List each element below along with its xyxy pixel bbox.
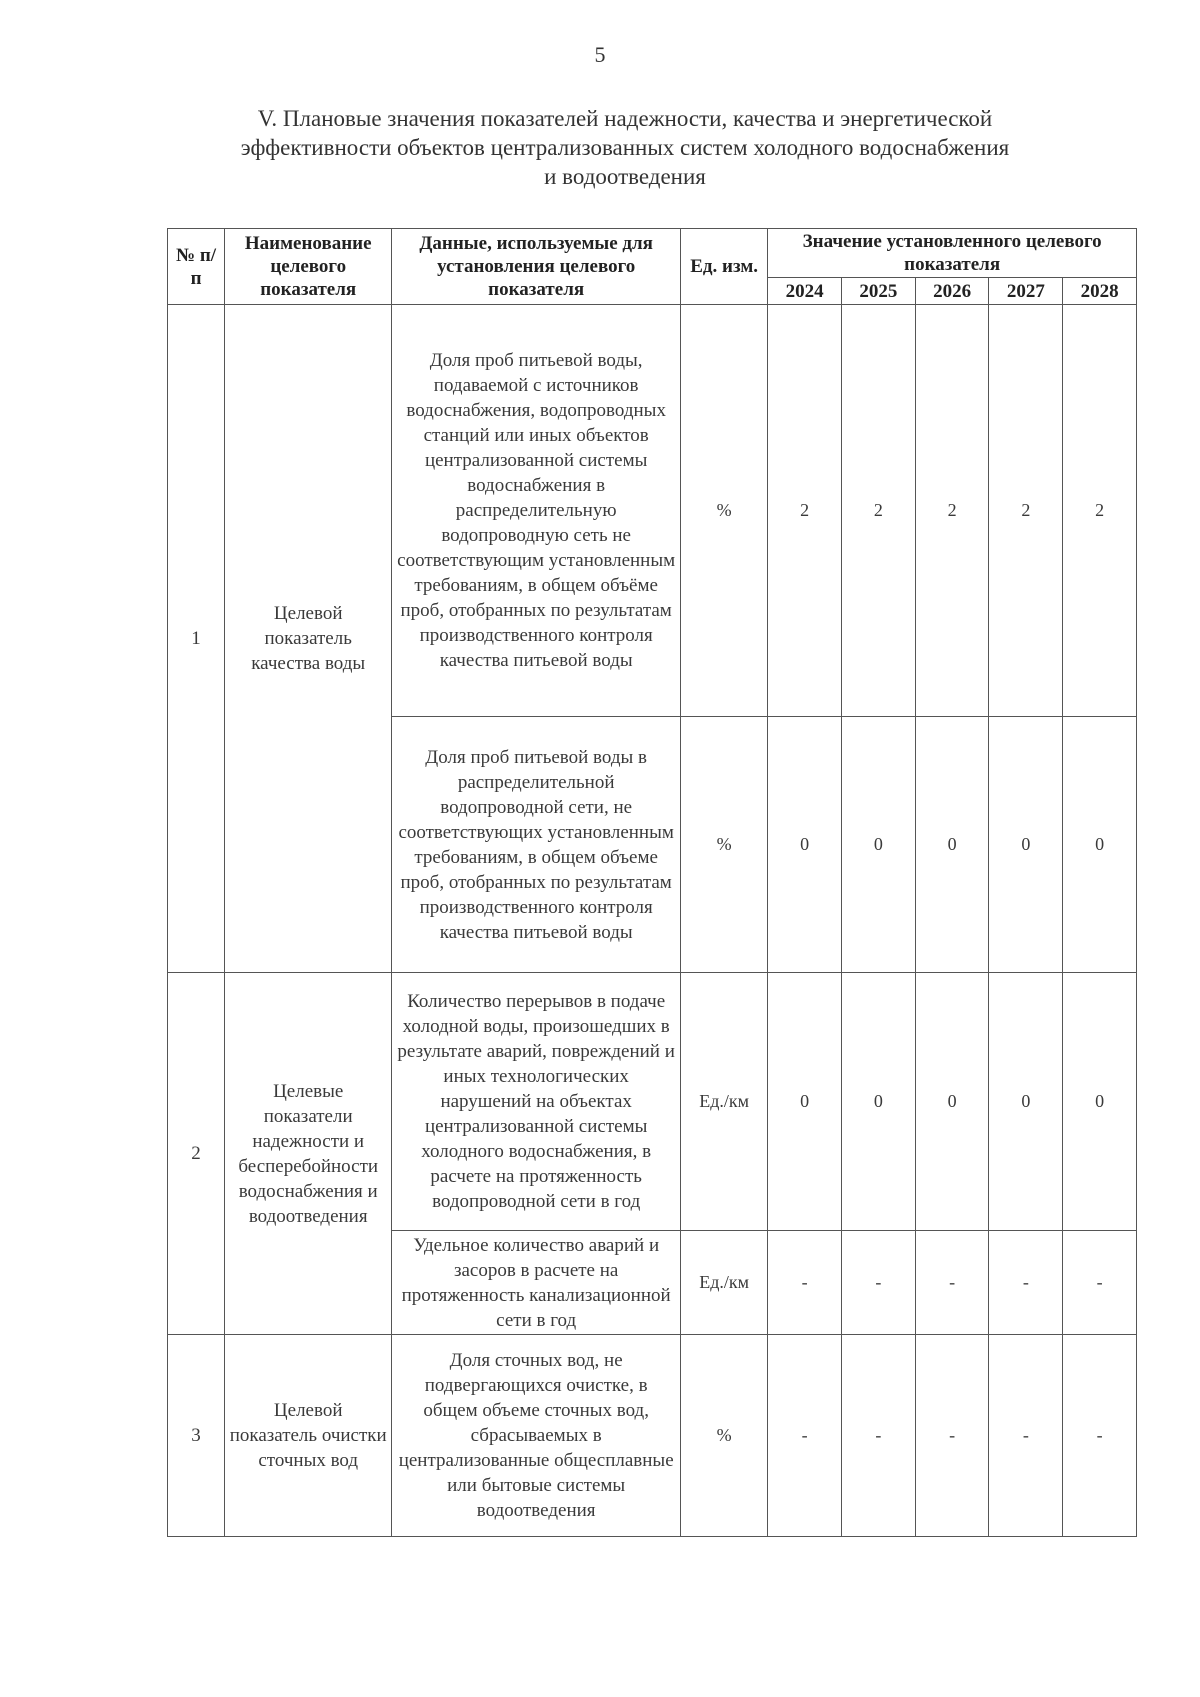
heading-line-3: и водоотведения	[544, 164, 706, 189]
unit-cell: %	[681, 1335, 768, 1537]
row-number: 1	[168, 305, 225, 973]
header-source-data: Данные, используемые для установления целевого показателя	[392, 229, 681, 305]
source-data-cell: Количество перерывов в подаче холодной воды, произошедших в результате аварий, повреждений и иных технологических нарушений на объектах централизованной системы холодного водоснабжения, в расчете на протяженность водопроводной сети в год	[392, 973, 681, 1231]
header-value-group: Значение установленного целевого показателя	[768, 229, 1137, 278]
unit-cell: Ед./км	[681, 1231, 768, 1335]
unit-cell: Ед./км	[681, 973, 768, 1231]
value-cell: -	[1063, 1231, 1137, 1335]
value-cell: -	[989, 1335, 1063, 1537]
heading-line-2: эффективности объектов централизованных систем холодного водоснабжения	[240, 135, 1010, 160]
source-data-cell: Доля сточных вод, не подвергающихся очистке, в общем объеме сточных вод, сбрасываемых в централизованные общесплавные или бытовые системы водоотведения	[392, 1335, 681, 1537]
value-cell: -	[841, 1231, 915, 1335]
value-cell: 0	[841, 973, 915, 1231]
table-row	[168, 973, 1137, 1231]
heading-line-1: V. Плановые значения показателей надежности, качества и энергетической	[257, 106, 993, 131]
source-data-cell: Удельное количество аварий и засоров в расчете на протяженность канализационной сети в год	[392, 1231, 681, 1335]
header-year: 2028	[1063, 278, 1137, 305]
section-heading	[160, 104, 1090, 191]
value-cell: 2	[1063, 305, 1137, 717]
header-year: 2026	[915, 278, 989, 305]
source-data-cell: Доля проб питьевой воды в распределительной водопроводной сети, не соответствующих установленным требованиям, в общем объеме проб, отобранных по результатам производственного контроля качества питьевой воды	[392, 717, 681, 973]
value-cell: -	[915, 1231, 989, 1335]
value-cell: 0	[915, 717, 989, 973]
indicator-name: Целевой показатель качества воды	[225, 305, 392, 973]
source-data-cell: Доля проб питьевой воды, подаваемой с источников водоснабжения, водопроводных станций или иных объектов централизованной системы водоснабжения в распределительную водопроводную сеть не соответствующим установленным требованиям, в общем объёме проб, отобранных по результатам производственного контроля качества питьевой воды	[392, 305, 681, 717]
row-number: 2	[168, 973, 225, 1335]
header-indicator-name: Наименование целевого показателя	[225, 229, 392, 305]
value-cell: 0	[989, 973, 1063, 1231]
unit-cell: %	[681, 305, 768, 717]
unit-cell: %	[681, 717, 768, 973]
header-year: 2024	[768, 278, 842, 305]
value-cell: 2	[841, 305, 915, 717]
value-cell: 0	[1063, 973, 1137, 1231]
value-cell: -	[989, 1231, 1063, 1335]
value-cell: 0	[915, 973, 989, 1231]
value-cell: 2	[989, 305, 1063, 717]
value-cell: 2	[915, 305, 989, 717]
value-cell: 0	[768, 973, 842, 1231]
page-number: 5	[594, 42, 606, 67]
value-cell: 0	[841, 717, 915, 973]
indicator-name: Целевые показатели надежности и бесперебойности водоснабжения и водоотведения	[225, 973, 392, 1335]
value-cell: -	[768, 1231, 842, 1335]
indicator-name: Целевой показатель очистки сточных вод	[225, 1335, 392, 1537]
value-cell: 2	[768, 305, 842, 717]
value-cell: -	[1063, 1335, 1137, 1537]
value-cell: -	[915, 1335, 989, 1537]
target-indicators-table	[167, 228, 1137, 1537]
value-cell: -	[841, 1335, 915, 1537]
table-row	[168, 305, 1137, 717]
row-number: 3	[168, 1335, 225, 1537]
header-year: 2027	[989, 278, 1063, 305]
value-cell: 0	[1063, 717, 1137, 973]
header-year: 2025	[841, 278, 915, 305]
value-cell: 0	[768, 717, 842, 973]
header-unit: Ед. изм.	[681, 229, 768, 305]
table-row	[168, 1335, 1137, 1537]
header-number: № п/п	[168, 229, 225, 305]
value-cell: 0	[989, 717, 1063, 973]
value-cell: -	[768, 1335, 842, 1537]
